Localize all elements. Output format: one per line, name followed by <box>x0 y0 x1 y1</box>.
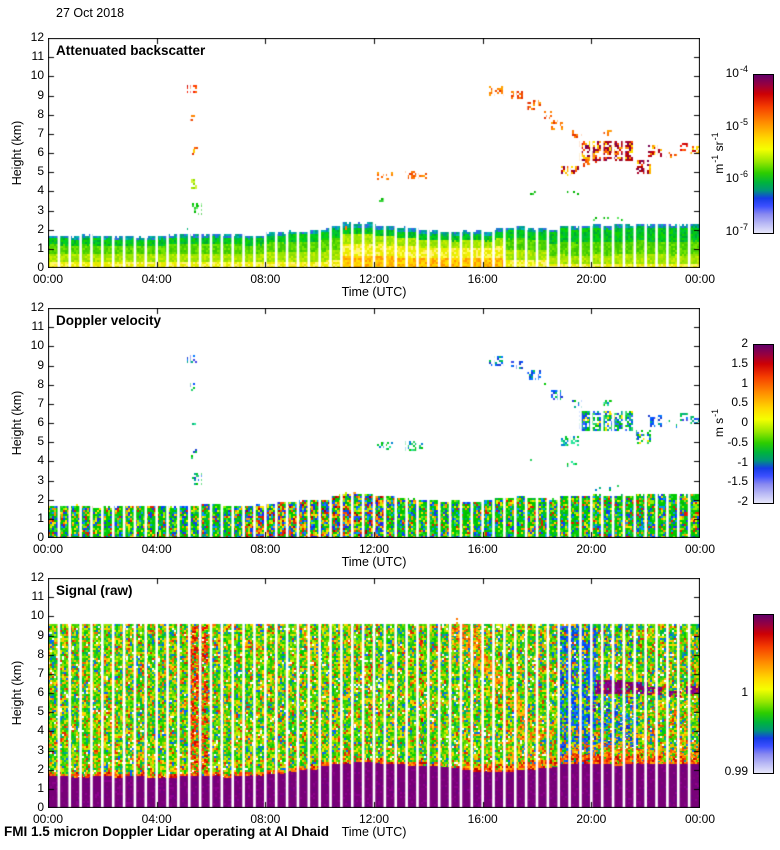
date-label: 27 Oct 2018 <box>56 6 125 20</box>
colorbar-tick-label: 1 <box>741 375 748 390</box>
y-tick-label: 5 <box>37 704 44 719</box>
colorbar-tick-label: 0 <box>741 415 748 429</box>
colorbar-tick-label: 2 <box>741 336 748 350</box>
y-tick-label: 7 <box>37 665 44 680</box>
y-tick-label: 11 <box>31 319 44 334</box>
colorbar-tick-label: -1 <box>737 454 748 469</box>
y-tick-label: 1 <box>37 510 44 525</box>
y-tick-label: 9 <box>37 87 44 102</box>
x-tick-label: 04:00 <box>141 272 172 286</box>
colorbar-unit-label: m $s^{-1}$ <box>710 408 726 438</box>
y-tick-label: 6 <box>37 685 44 699</box>
velocity-heatmap-canvas <box>48 308 700 538</box>
y-tick-label: 10 <box>30 338 44 353</box>
panel-title: Doppler velocity <box>56 313 162 328</box>
signal-heatmap-canvas <box>48 578 700 808</box>
x-tick-label: 00:00 <box>32 272 64 286</box>
colorbar-tick-label: -1.5 <box>727 474 748 489</box>
y-tick-label: 10 <box>30 608 44 623</box>
y-tick-label: 4 <box>37 723 44 738</box>
superscript: -1 <box>710 132 720 141</box>
colorbar-tick-label: $10^{-7}$ <box>725 222 748 238</box>
y-tick-label: 0 <box>37 800 44 814</box>
x-tick-label: 20:00 <box>576 272 607 286</box>
y-tick-label: 3 <box>37 202 44 217</box>
y-tick-label: 5 <box>37 434 44 449</box>
y-tick-label: 3 <box>37 742 44 757</box>
x-tick-label: 00:00 <box>684 272 716 286</box>
y-tick-label: 3 <box>37 472 44 487</box>
y-axis-label: Height (km) <box>10 660 24 726</box>
x-axis-label: Time (UTC) <box>341 555 407 569</box>
panel-title: Attenuated backscatter <box>56 43 206 58</box>
y-tick-label: 0 <box>37 260 44 274</box>
colorbar-tick-label: $10^{-5}$ <box>725 116 748 133</box>
colorbar-tick-label: $10^{-4}$ <box>725 64 748 80</box>
x-tick-label: 12:00 <box>358 812 390 826</box>
y-tick-label: 12 <box>30 570 44 584</box>
x-tick-label: 12:00 <box>358 272 390 286</box>
panel-title: Signal (raw) <box>56 583 133 598</box>
x-tick-label: 16:00 <box>467 272 498 286</box>
x-tick-label: 00:00 <box>32 812 64 826</box>
colorbar-gradient <box>753 344 774 504</box>
y-tick-label: 4 <box>37 183 44 198</box>
y-tick-label: 9 <box>37 627 44 642</box>
colorbar-tick-label: 0.5 <box>731 395 748 410</box>
y-tick-label: 12 <box>30 30 44 44</box>
x-tick-label: 00:00 <box>684 542 716 556</box>
colorbar-tick-label: -0.5 <box>727 434 748 449</box>
y-tick-label: 6 <box>37 145 44 159</box>
superscript: -7 <box>739 222 748 232</box>
y-tick-label: 11 <box>31 589 44 604</box>
y-tick-label: 8 <box>37 106 44 121</box>
superscript: -6 <box>739 169 748 180</box>
y-tick-label: 7 <box>37 395 44 410</box>
superscript: -1 <box>710 154 720 163</box>
y-tick-label: 5 <box>37 164 44 179</box>
colorbar-gradient <box>753 74 774 234</box>
colorbar-tick-label: 1 <box>741 685 748 699</box>
y-axis-label: Height (km) <box>10 120 24 186</box>
y-tick-label: 4 <box>37 453 44 468</box>
superscript: -1 <box>710 408 720 417</box>
y-tick-label: 6 <box>37 415 44 429</box>
x-tick-label: 20:00 <box>576 812 607 826</box>
x-tick-label: 08:00 <box>250 812 281 826</box>
colorbar-gradient <box>753 614 774 774</box>
x-tick-label: 16:00 <box>467 812 498 826</box>
colorbar-tick-label: 1.5 <box>731 355 748 370</box>
y-axis-label: Height (km) <box>10 390 24 456</box>
colorbar-tick-label: 0.99 <box>724 764 748 778</box>
y-tick-label: 8 <box>37 376 44 391</box>
superscript: -4 <box>739 64 748 74</box>
x-tick-label: 08:00 <box>250 272 281 286</box>
colorbar-tick-label: -2 <box>737 494 748 508</box>
x-tick-label: 04:00 <box>141 542 172 556</box>
x-axis-label: Time (UTC) <box>341 285 407 299</box>
y-tick-label: 2 <box>37 491 44 506</box>
y-tick-label: 0 <box>37 530 44 544</box>
x-tick-label: 16:00 <box>467 542 498 556</box>
y-tick-label: 9 <box>37 357 44 372</box>
y-tick-label: 8 <box>37 646 44 661</box>
x-axis-label: Time (UTC) <box>341 825 407 839</box>
y-tick-label: 10 <box>30 68 44 83</box>
footer-caption: FMI 1.5 micron Doppler Lidar operating at Al Dhaid <box>4 824 330 839</box>
y-tick-label: 7 <box>37 125 44 140</box>
x-tick-label: 00:00 <box>32 542 64 556</box>
x-tick-label: 04:00 <box>141 812 172 826</box>
y-tick-label: 11 <box>31 49 44 64</box>
y-tick-label: 12 <box>30 300 44 314</box>
colorbar-unit-label: $m^{-1}$ $sr^{-1}$ <box>710 132 726 174</box>
y-tick-label: 2 <box>37 761 44 776</box>
y-tick-label: 2 <box>37 221 44 236</box>
x-tick-label: 20:00 <box>576 542 607 556</box>
colorbar-tick-label: $10^{-6}$ <box>725 169 748 186</box>
backscatter-heatmap-canvas <box>48 38 700 268</box>
y-tick-label: 1 <box>37 780 44 795</box>
x-tick-label: 00:00 <box>684 812 716 826</box>
superscript: -5 <box>739 116 748 127</box>
x-tick-label: 08:00 <box>250 542 281 556</box>
x-tick-label: 12:00 <box>358 542 390 556</box>
y-tick-label: 1 <box>37 240 44 255</box>
